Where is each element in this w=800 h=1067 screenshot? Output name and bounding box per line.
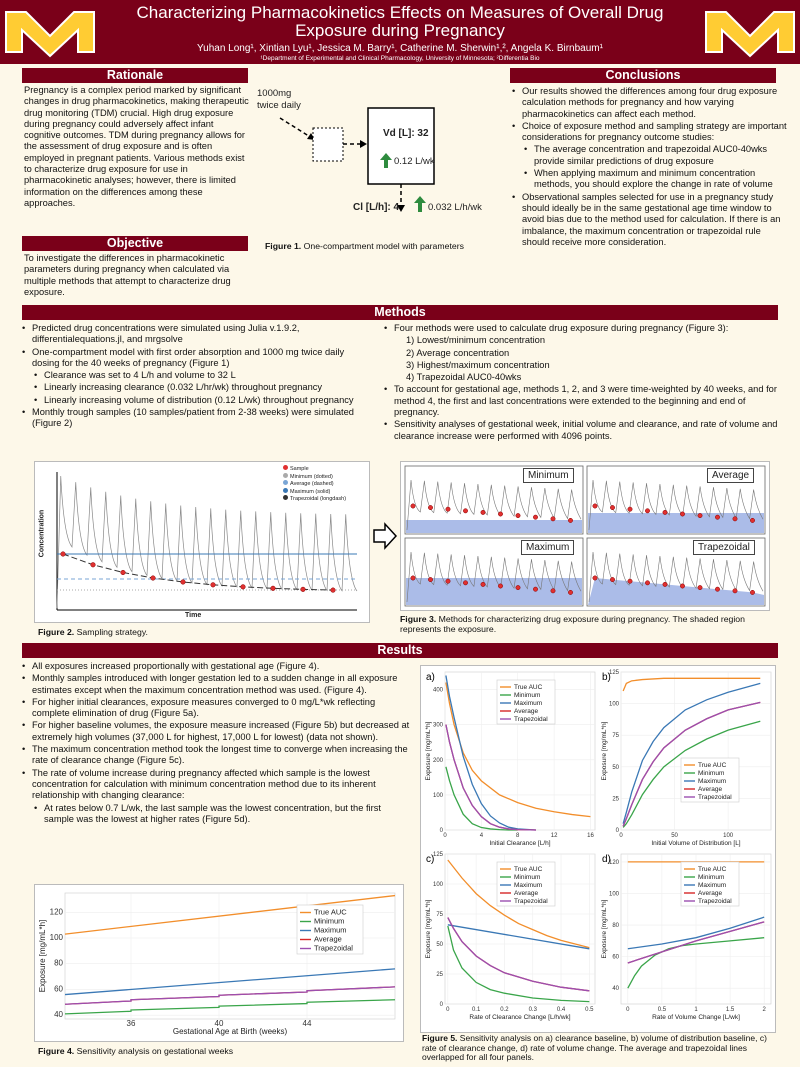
chart-fig5c — [425, 852, 595, 1021]
list-item: • Our results showed the differences among four drug exposure calculation methods for pregnancy and how varying pharmacokinetics can affect each method. — [510, 86, 788, 120]
fig3-sample-point — [428, 577, 432, 581]
fig3-sample-point — [628, 507, 632, 511]
list-item: • Four methods were used to calculate drug exposure during pregnancy (Figure 3): — [382, 323, 790, 334]
fig2-legend-entry: Minimum (dotted) — [283, 473, 346, 481]
conclusions-heading: Conclusions — [510, 68, 776, 83]
cl-label: Cl [L/h]: 4 — [353, 202, 400, 213]
fig3-sample-point — [680, 512, 684, 516]
fig3-sample-point — [481, 582, 485, 586]
x-tick-label: 0.5 — [657, 1007, 667, 1013]
fig3-sample-point — [516, 513, 520, 517]
fig5-charts — [421, 666, 775, 1032]
list-item: • Linearly increasing clearance (0.032 L/hr/wk) throughout pregnancy — [20, 382, 372, 393]
legend-label: True AUC — [314, 907, 347, 917]
fig2-sample-point — [211, 583, 216, 588]
objective-text: To investigate the differences in pharmacokinetic parameters during pregnancy when calculated via multiple methods that attempt to characterize drug exposure. — [24, 253, 231, 297]
fig3-sample-point — [498, 584, 502, 588]
fig2-sample-point — [241, 585, 246, 590]
y-axis-label: Exposure [mg/mL*h] — [425, 721, 432, 781]
y-tick-label: 125 — [432, 852, 443, 858]
panel-label: c) — [426, 854, 435, 865]
fig2-legend-entry: Maximum (solid) — [283, 488, 346, 496]
legend-label: Minimum — [314, 916, 345, 926]
fig2-legend-entry: Average (dashed) — [283, 480, 346, 488]
fig3-sample-point — [516, 585, 520, 589]
fig3-sample-point — [663, 510, 667, 514]
list-item: • For higher baseline volumes, the exposure measure increased (Figure 5b) but decreased at extremely high volumes (37,000 L for highest, 17,000 L for lowest) (data not shown). — [20, 720, 412, 743]
fig3-sample-point — [663, 582, 667, 586]
y-tick-label: 100 — [608, 701, 619, 708]
x-axis-label: Rate of Clearance Change [L/h/wk] — [469, 1014, 571, 1021]
y-axis-label: Exposure [mg/mL*h] — [601, 899, 608, 959]
x-tick-label: 16 — [587, 833, 594, 839]
fig3-sample-point — [446, 507, 450, 511]
y-tick-label: 80 — [612, 923, 619, 930]
figure-1-diagram — [255, 86, 505, 236]
y-tick-label: 40 — [54, 1010, 63, 1020]
y-tick-label: 25 — [436, 972, 443, 978]
list-item: • Predicted drug concentrations were simulated using Julia v.1.9.2, differentialequations.jl, and mrgsolve — [20, 323, 372, 346]
fig3-sample-point — [533, 515, 537, 519]
university-logo-left — [4, 6, 96, 58]
legend-label: Average — [698, 890, 723, 898]
y-tick-label: 200 — [432, 757, 443, 764]
list-item: • Monthly trough samples (10 samples/patient from 2-38 weeks) were simulated (Figure 2) — [20, 407, 372, 430]
compartment-diagram — [255, 86, 505, 236]
fig3-sample-point — [610, 505, 614, 509]
x-axis-label: Gestational Age at Birth (weeks) — [172, 1027, 288, 1036]
figure-5-panel — [420, 665, 776, 1033]
fig3-sample-point — [750, 518, 754, 522]
cl-rate: 0.032 L/h/wk — [428, 202, 482, 213]
legend-label: Average — [514, 890, 539, 898]
y-tick-label: 80 — [54, 958, 63, 968]
chart-plot-area — [621, 672, 771, 830]
x-tick-label: 0.3 — [528, 1007, 537, 1013]
legend-label: Maximum — [314, 925, 347, 935]
fig3-sample-point — [610, 577, 614, 581]
x-tick-label: 100 — [723, 833, 734, 839]
y-tick-label: 25 — [612, 796, 619, 803]
conclusions-list — [510, 86, 788, 249]
list-item: • Linearly increasing volume of distribution (0.12 L/wk) throughout pregnancy — [20, 395, 372, 406]
x-tick-label: 0.1 — [471, 1007, 481, 1013]
y-tick-label: 40 — [612, 986, 619, 993]
legend-label: Average — [514, 708, 539, 716]
fig3-sample-point — [645, 509, 649, 513]
fig3-sample-point — [463, 581, 467, 585]
x-tick-label: 36 — [126, 1019, 136, 1028]
fig3-sample-point — [446, 579, 450, 583]
fig3-exposure-shade — [588, 513, 764, 533]
methods-left-list — [20, 323, 372, 431]
legend-label: Minimum — [514, 874, 541, 882]
fig2-sample-point — [61, 552, 66, 557]
exposure-methods-chart — [401, 462, 769, 610]
fig2-sample-point — [121, 570, 126, 575]
results-list — [20, 661, 412, 826]
legend-label: Minimum — [698, 874, 725, 882]
panel-label-average: Average — [707, 468, 754, 483]
fig3-sample-point — [533, 587, 537, 591]
panel-label: a) — [426, 672, 435, 683]
fig2-sample-point — [151, 576, 156, 581]
x-tick-label: 8 — [516, 833, 520, 839]
figure-3-panel — [400, 461, 770, 611]
y-axis-label: Exposure [mg/mL*h] — [425, 899, 432, 959]
methods-right-list — [382, 323, 790, 443]
panel-label-minimum: Minimum — [523, 468, 574, 483]
list-item: • At rates below 0.7 L/wk, the last sample was the lowest concentration, but the first sample was the lowest at higher rates (Figure 5d). — [20, 803, 412, 826]
fig3-sample-point — [481, 510, 485, 514]
list-item: • Choice of exposure method and sampling strategy are important considerations for pregnancy outcome studies: — [510, 121, 788, 144]
fig3-sample-point — [715, 515, 719, 519]
fig3-sample-point — [733, 589, 737, 593]
figure-4-panel — [34, 884, 404, 1042]
y-tick-label: 75 — [612, 733, 619, 740]
legend-label: Maximum — [514, 700, 543, 708]
fig3-sample-point — [551, 517, 555, 521]
legend-label: Trapezoidal — [698, 898, 732, 906]
list-item: 1) Lowest/minimum concentration — [406, 335, 545, 346]
x-axis-label: Initial Volume of Distribution [L] — [651, 840, 741, 847]
y-tick-label: 125 — [608, 670, 619, 676]
list-item: • To account for gestational age, methods 1, 2, and 3 were time-weighted by 40 weeks, and for method 4, the first and last concentrations were extended to the beginning and end of pregnancy. — [382, 384, 790, 418]
legend-label: Trapezoidal — [698, 794, 732, 802]
y-axis-label: Exposure [mg/mL*h] — [38, 919, 47, 993]
x-tick-label: 0.2 — [500, 1007, 509, 1013]
legend-label: Minimum — [698, 770, 725, 778]
list-item: 3) Highest/maximum concentration — [406, 359, 550, 370]
chart-fig5b — [601, 670, 771, 847]
fig3-sample-point — [628, 579, 632, 583]
fig3-sample-point — [551, 589, 555, 593]
fig3-sample-point — [645, 581, 649, 585]
y-tick-label: 60 — [612, 954, 619, 961]
list-item: 2) Average concentration — [406, 347, 510, 358]
fig3-sample-point — [411, 504, 415, 508]
y-tick-label: 50 — [612, 764, 619, 771]
x-tick-label: 0 — [443, 833, 447, 839]
legend-label: True AUC — [514, 866, 543, 874]
affiliations: ¹Department of Experimental and Clinical Pharmacology, University of Minnesota; ²Differentia Bio — [260, 55, 540, 62]
fig3-sample-point — [698, 513, 702, 517]
y-tick-label: 60 — [54, 984, 63, 994]
fig3-sample-point — [463, 509, 467, 513]
x-tick-label: 1.5 — [725, 1007, 735, 1013]
fig3-sample-point — [428, 505, 432, 509]
legend-label: Average — [698, 786, 723, 794]
fig3-sample-point — [698, 585, 702, 589]
fig3-sample-point — [733, 517, 737, 521]
fig2-ylabel: Concentration — [38, 509, 46, 558]
fig2-xlabel: Time — [185, 612, 202, 619]
list-item: • All exposures increased proportionally with gestational age (Figure 4). — [20, 661, 412, 672]
authors: Yuhan Long¹, Xintian Lyu¹, Jessica M. Barry¹, Catherine M. Sherwin¹,², Angela K. Birnbaum¹ — [197, 43, 603, 54]
fig3-sample-point — [750, 590, 754, 594]
cl-increase-arrow-icon — [414, 196, 426, 212]
legend-label: True AUC — [698, 866, 727, 874]
legend-label: Maximum — [698, 882, 727, 890]
fig3-sample-point — [593, 576, 597, 580]
figure-2-caption: Figure 2. Sampling strategy. — [38, 627, 148, 637]
chart-fig5a — [425, 672, 595, 847]
figure-4-caption: Figure 4. Sensitivity analysis on gestational weeks — [38, 1046, 234, 1056]
header-banner — [0, 0, 800, 64]
objective-heading: Objective — [22, 236, 248, 251]
y-tick-label: 120 — [49, 907, 63, 917]
panel-label: d) — [602, 854, 611, 865]
y-tick-label: 50 — [436, 942, 443, 948]
fig2-sample-point — [91, 562, 96, 567]
y-axis-label: Exposure [mg/mL*h] — [601, 721, 608, 781]
panel-label-trapezoidal: Trapezoidal — [693, 540, 755, 555]
x-tick-label: 0.5 — [585, 1007, 594, 1013]
panel-label: b) — [602, 672, 611, 683]
x-axis-label: Initial Clearance [L/h] — [489, 840, 551, 847]
list-item: 4) Trapezoidal AUC0-40wks — [406, 372, 522, 383]
rationale-text: Pregnancy is a complex period marked by significant changes in drug pharmacokinetics, making therapeutic drug monitoring (TDM) crucial. High drug exposure during pregnancy could adversely affect infant cognitive outcomes. TDM during pregnancy allows for the assessment of drug exposure and is often employed in pregnant patients. Various methods exist to characterize drug exposure for use in pharmacokinetic analyses; however, there is limited information on the differences among these approaches. — [24, 85, 249, 208]
x-tick-label: 0 — [619, 833, 623, 839]
legend-label: Trapezoidal — [314, 943, 353, 953]
dose-label-1: 1000mg — [257, 88, 292, 99]
fig2-sample-point — [301, 587, 306, 592]
y-tick-label: 100 — [432, 792, 443, 799]
list-item: • Observational samples selected for use in a pregnancy study should ideally be in the same gestational age time window to avoid bias due to the method used for calculation. If there is an imbalance, the maximum concentration or trapezoidal rule should receive more consideration. — [510, 192, 788, 248]
chart-fig5d — [601, 854, 771, 1021]
y-tick-label: 75 — [436, 912, 443, 918]
x-tick-label: 0 — [626, 1007, 630, 1013]
right-arrow-icon — [372, 522, 398, 550]
list-item: • Clearance was set to 4 L/h and volume to 32 L — [20, 370, 372, 381]
list-item: • For higher initial clearances, exposure measures converged to 0 mg/L*wk reflecting complete elimination of drug (Figure 5a). — [20, 697, 412, 720]
legend-label: Trapezoidal — [514, 716, 548, 724]
figure-2-panel — [34, 461, 370, 623]
fig2-trapezoidal-line — [63, 554, 333, 590]
fig2-legend — [283, 465, 346, 503]
y-tick-label: 100 — [49, 933, 63, 942]
fig3-sample-point — [593, 504, 597, 508]
x-tick-label: 50 — [671, 833, 678, 839]
fig3-sample-point — [568, 518, 572, 522]
x-tick-label: 40 — [214, 1019, 224, 1028]
y-tick-label: 100 — [608, 891, 619, 898]
x-tick-label: 0 — [446, 1007, 450, 1013]
chart-fig4 — [38, 893, 395, 1036]
y-tick-label: 120 — [608, 859, 619, 866]
y-tick-label: 0 — [615, 828, 619, 834]
y-tick-label: 100 — [432, 882, 443, 888]
list-item: • The rate of volume increase during pregnancy affected which sample is the lowest concentration for calculation with minimum concentration method due to its inherent relationship with changing clearance: — [20, 768, 412, 802]
y-tick-label: 0 — [439, 828, 443, 834]
fig2-sample-point — [181, 580, 186, 585]
fig3-exposure-shade — [406, 520, 582, 533]
legend-label: True AUC — [698, 762, 727, 770]
fig4-chart — [35, 885, 403, 1041]
figure-5-caption: Figure 5. Sensitivity analysis on a) clearance baseline, b) volume of distribution baseline, c) rate of clearance change, d) rate of volume change. The average and trapezoidal lines overlapped for all four panels. — [422, 1033, 767, 1062]
y-tick-label: 0 — [439, 1002, 443, 1008]
poster-title: Characterizing Pharmacokinetics Effects on Measures of Overall Drug Exposure during Pregnancy — [136, 3, 664, 40]
x-axis-label: Rate of Volume Change [L/wk] — [652, 1014, 740, 1021]
x-tick-label: 1 — [694, 1007, 698, 1013]
legend-label: Trapezoidal — [514, 898, 548, 906]
list-item: • Sensitivity analyses of gestational week, initial volume and clearance, and rate of volume and clearance increase were performed with 4096 points. — [382, 419, 790, 442]
fig2-sample-point — [271, 586, 276, 591]
fig3-sample-point — [411, 576, 415, 580]
vd-rate: 0.12 L/wk — [394, 156, 435, 167]
x-tick-label: 44 — [302, 1019, 312, 1028]
panel-label-maximum: Maximum — [521, 540, 574, 555]
list-item: • The maximum concentration method took the longest time to converge when increasing the rate of clearance change (Figure 5c). — [20, 744, 412, 767]
y-tick-label: 300 — [432, 722, 443, 729]
methods-heading: Methods — [22, 305, 778, 320]
fig3-sample-point — [680, 584, 684, 588]
figure-1-caption: Figure 1. One-compartment model with parameters — [265, 241, 464, 251]
legend-label: Maximum — [698, 778, 727, 786]
fig3-sample-point — [498, 512, 502, 516]
vd-label: Vd [L]: 32 — [383, 128, 429, 139]
x-tick-label: 12 — [550, 833, 558, 839]
x-tick-label: 2 — [762, 1007, 766, 1013]
legend-label: Average — [314, 934, 342, 944]
legend-label: Maximum — [514, 882, 543, 890]
figure-3-caption: Figure 3. Methods for characterizing drug exposure during pregnancy. The shaded region represents the exposure. — [400, 614, 745, 634]
list-item: • One-compartment model with first order absorption and 1000 mg twice daily dosing for the 40 weeks of pregnancy (Figure 1) — [20, 347, 372, 370]
fig3-sample-point — [715, 587, 719, 591]
dose-label-2: twice daily — [257, 100, 301, 111]
legend-label: True AUC — [514, 684, 543, 692]
list-item: • The average concentration and trapezoidal AUC0-40wks provide similar predictions of drug exposure — [510, 144, 788, 167]
x-tick-label: 0.4 — [556, 1007, 566, 1013]
rationale-heading: Rationale — [22, 68, 248, 83]
fig3-sample-point — [568, 590, 572, 594]
fig2-legend-entry: Sample — [283, 465, 346, 473]
fig2-sample-point — [331, 588, 336, 593]
legend-label: Minimum — [514, 692, 541, 700]
y-tick-label: 400 — [432, 687, 443, 694]
results-heading: Results — [22, 643, 778, 658]
university-logo-right — [704, 6, 796, 58]
x-tick-label: 4 — [479, 833, 484, 839]
list-item: • Monthly samples introduced with longer gestation led to a sudden change in all exposure estimates except when the maximum concentration method was used. (Figure 4). — [20, 673, 412, 696]
list-item: • When applying maximum and minimum concentration methods, you should explore the change in rate of volume — [510, 168, 788, 191]
fig2-legend-entry: Trapezoidal (longdash) — [283, 495, 346, 503]
